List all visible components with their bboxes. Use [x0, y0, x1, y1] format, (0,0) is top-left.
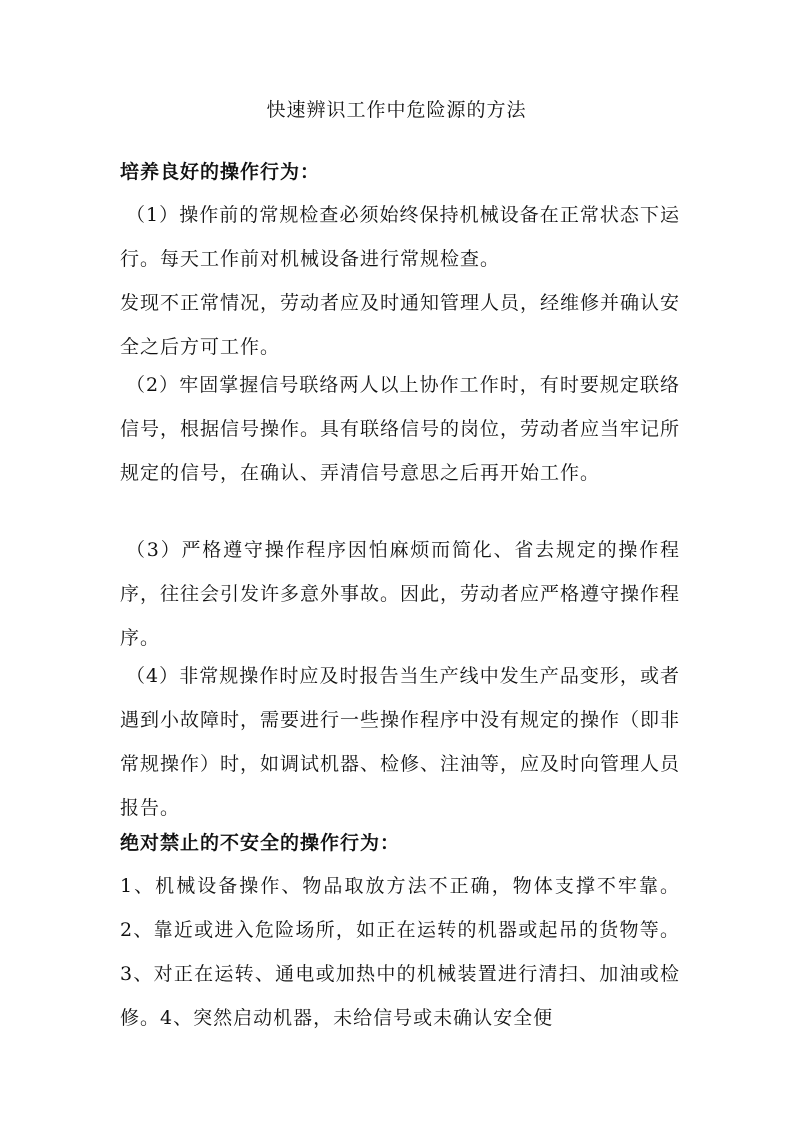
- paragraph-signal-contact: （2）牢固掌握信号联络两人以上协作工作时，有时要规定联络信号，根据信号操作。具有联络信号的岗位，劳动者应当牢记所规定的信号，在确认、弄清信号意思之后再开始工作。: [120, 374, 681, 484]
- section-heading-good-practices: 培养良好的操作行为：: [120, 161, 321, 183]
- paragraph-routine-check: （1）操作前的常规检查必须始终保持机械设备在正常状态下运行。每天工作前对机械设备进行常规检查。: [120, 204, 680, 270]
- paragraph-operating-procedure: （3）严格遵守操作程序因怕麻烦而简化、省去规定的操作程序，往往会引发许多意外事故。因此，劳动者应严格遵守操作程序。: [120, 539, 681, 649]
- document-title: 快速辨识工作中危险源的方法: [266, 99, 527, 121]
- paragraph-report-abnormal: 发现不正常情况，劳动者应及时通知管理人员，经维修并确认安全之后方可工作。: [120, 292, 681, 358]
- section-heading-prohibited-behaviors: 绝对禁止的不安全的操作行为：: [120, 832, 401, 854]
- paragraph-prohibited-list: 1、机械设备操作、物品取放方法不正确，物体支撑不牢靠。2、靠近或进入危险场所，如正在运转的机器或起吊的货物等。3、对正在运转、通电或加热中的机械装置进行清扫、加油或检修。4、突然启动机器，未给信号或未确认安全便: [120, 875, 680, 1029]
- paragraph-nonroutine-operation: （4）非常规操作时应及时报告当生产线中发生产品变形，或者遇到小故障时，需要进行一些操作程序中没有规定的操作（即非常规操作）时，如调试机器、检修、注油等，应及时向管理人员报告。: [120, 665, 681, 819]
